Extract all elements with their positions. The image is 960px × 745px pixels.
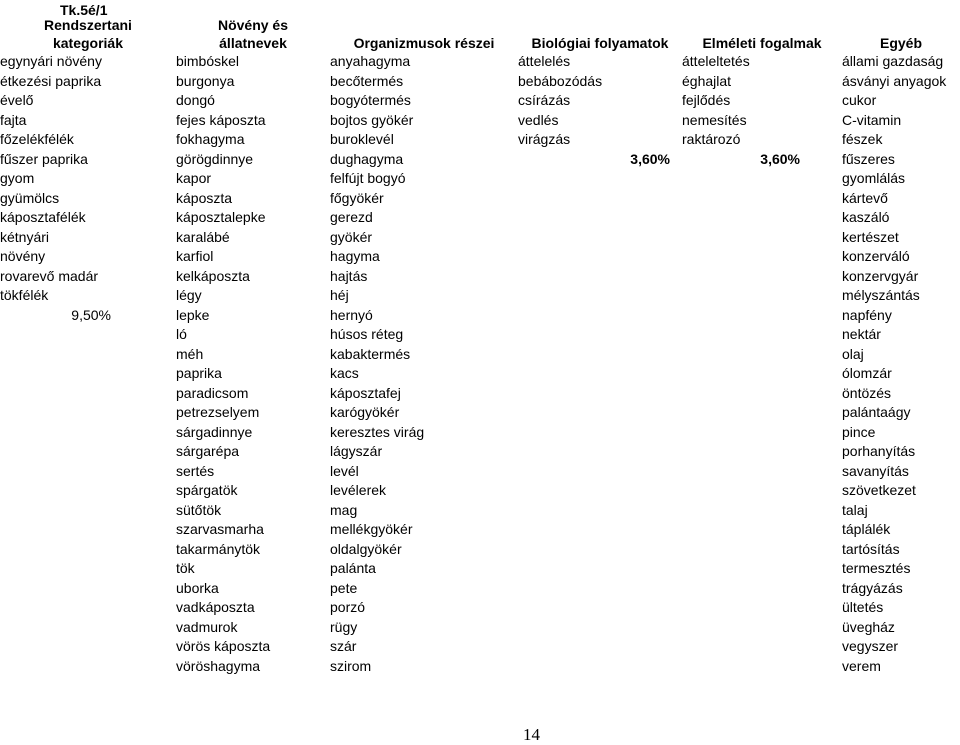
header-organism-parts: Organizmusok részei	[353, 35, 495, 51]
cell-biological-process	[518, 364, 682, 384]
cell-theoretical-concept	[682, 208, 842, 228]
cell-theoretical-concept	[682, 169, 842, 189]
cell-organism-part: hagyma	[330, 248, 380, 264]
cell-other: ültetés	[842, 599, 884, 615]
table-row	[0, 169, 960, 189]
cell-plant-animal-name: dongó	[176, 92, 215, 108]
cell-organism-part: gerezd	[330, 209, 373, 225]
table-row	[0, 325, 960, 345]
cell-organism-part: hernyó	[330, 306, 373, 323]
cell-organism-part: pete	[330, 579, 358, 596]
cell-other: fészek	[842, 131, 883, 147]
cell-theoretical-concept: nemesítés	[682, 111, 747, 128]
cell-taxonomic-category: 9,50%	[71, 306, 111, 323]
cell-theoretical-concept	[682, 442, 842, 462]
table-row	[0, 598, 960, 618]
cell-taxonomic-category: évelő	[0, 92, 34, 108]
cell-theoretical-concept	[682, 306, 842, 326]
cell-biological-process	[518, 637, 682, 657]
cell-biological-process: 3,60%	[630, 150, 670, 167]
cell-organism-part: bojtos gyökér	[330, 111, 414, 128]
cell-biological-process	[518, 657, 682, 677]
cell-biological-process	[518, 559, 682, 579]
cell-biological-process	[518, 345, 682, 365]
cell-plant-animal-name: sárgarépa	[176, 443, 240, 459]
cell-taxonomic-category	[0, 598, 176, 618]
cell-organism-part: szár	[330, 638, 357, 654]
cell-theoretical-concept	[682, 657, 842, 677]
cell-biological-process	[518, 325, 682, 345]
cell-biological-process	[518, 403, 682, 423]
cell-plant-animal-name: méh	[176, 345, 204, 362]
header-theoretical-concepts: Elméleti fogalmak	[702, 35, 822, 51]
cell-taxonomic-category	[0, 559, 176, 579]
cell-organism-part: lágyszár	[330, 443, 383, 459]
cell-taxonomic-category	[0, 345, 176, 365]
cell-plant-animal-name: karalábé	[176, 228, 230, 245]
cell-plant-animal-name: ló	[176, 326, 187, 342]
table-row	[0, 442, 960, 462]
cell-theoretical-concept	[682, 228, 842, 248]
cell-plant-animal-name: bimbóskel	[176, 53, 240, 69]
cell-theoretical-concept	[682, 384, 842, 404]
cell-biological-process	[518, 286, 682, 306]
cell-taxonomic-category	[0, 384, 176, 404]
cell-other: mélyszántás	[842, 287, 920, 303]
cell-biological-process	[518, 169, 682, 189]
cell-biological-process: vedlés	[518, 111, 559, 128]
cell-organism-part: káposztafej	[330, 384, 401, 401]
cell-theoretical-concept	[682, 598, 842, 618]
cell-plant-animal-name: uborka	[176, 579, 219, 596]
cell-plant-animal-name: vöröshagyma	[176, 657, 261, 674]
cell-biological-process	[518, 228, 682, 248]
table-row	[0, 228, 960, 248]
cell-biological-process	[518, 579, 682, 599]
cell-other: olaj	[842, 345, 864, 362]
cell-biological-process	[518, 481, 682, 501]
cell-biological-process	[518, 189, 682, 209]
table-header	[0, 17, 960, 52]
header-names-line1: Növény és	[217, 17, 289, 33]
table-row	[0, 462, 960, 482]
cell-plant-animal-name: fokhagyma	[176, 131, 245, 147]
cell-biological-process	[518, 247, 682, 267]
cell-theoretical-concept	[682, 501, 842, 521]
cell-plant-animal-name: paprika	[176, 365, 222, 381]
cell-organism-part: palánta	[330, 560, 376, 576]
table-row	[0, 247, 960, 267]
cell-other: táplálék	[842, 521, 891, 537]
cell-taxonomic-category	[0, 364, 176, 384]
cell-biological-process	[518, 462, 682, 482]
cell-biological-process	[518, 208, 682, 228]
cell-organism-part: gyökér	[330, 228, 373, 245]
cell-theoretical-concept	[682, 189, 842, 209]
cell-theoretical-concept: 3,60%	[760, 150, 800, 167]
cell-organism-part: szirom	[330, 657, 372, 674]
cell-plant-animal-name: burgonya	[176, 72, 235, 89]
cell-other: fűszeres	[842, 150, 895, 167]
cell-organism-part: oldalgyökér	[330, 540, 402, 557]
cell-biological-process	[518, 520, 682, 540]
cell-taxonomic-category	[0, 325, 176, 345]
cell-biological-process	[518, 384, 682, 404]
cell-plant-animal-name: sárgadinnye	[176, 423, 253, 440]
cell-taxonomic-category: étkezési paprika	[0, 72, 102, 89]
cell-theoretical-concept	[682, 403, 842, 423]
header-names-line2: állatnevek	[219, 35, 287, 51]
cell-other: palántaágy	[842, 404, 911, 420]
cell-taxonomic-category: fajta	[0, 111, 27, 128]
cell-theoretical-concept	[682, 540, 842, 560]
cell-taxonomic-category	[0, 501, 176, 521]
cell-plant-animal-name: káposzta	[176, 189, 233, 206]
header-biological-processes: Biológiai folyamatok	[531, 35, 669, 51]
cell-biological-process	[518, 598, 682, 618]
cell-theoretical-concept	[682, 618, 842, 638]
table-row	[0, 481, 960, 501]
table-row	[0, 618, 960, 638]
cell-theoretical-concept	[682, 247, 842, 267]
cell-theoretical-concept	[682, 286, 842, 306]
header-taxonomic-line1: Rendszertani	[44, 17, 132, 33]
cell-plant-animal-name: lepke	[176, 306, 210, 323]
cell-other: öntözés	[842, 384, 892, 401]
table-row	[0, 345, 960, 365]
cell-plant-animal-name: kelkáposzta	[176, 267, 250, 284]
cell-other: ásványi anyagok	[842, 72, 947, 89]
cell-other: konzerváló	[842, 248, 910, 264]
cell-other: verem	[842, 657, 881, 674]
table-row	[0, 189, 960, 209]
cell-taxonomic-category: tökfélék	[0, 287, 49, 303]
table-row	[0, 306, 960, 326]
cell-other: cukor	[842, 92, 877, 108]
cell-biological-process: csírázás	[518, 92, 571, 108]
table-row	[0, 657, 960, 677]
cell-organism-part: bogyótermés	[330, 92, 411, 108]
cell-taxonomic-category	[0, 618, 176, 638]
cell-organism-part: karógyökér	[330, 404, 400, 420]
cell-plant-animal-name: sütőtök	[176, 501, 222, 518]
cell-biological-process: virágzás	[518, 131, 571, 147]
cell-theoretical-concept	[682, 423, 842, 443]
cell-theoretical-concept: raktározó	[682, 131, 741, 147]
cell-plant-animal-name: kapor	[176, 170, 212, 186]
cell-biological-process	[518, 501, 682, 521]
cell-other: kaszáló	[842, 209, 890, 225]
cell-plant-animal-name: fejes káposzta	[176, 111, 266, 128]
table-row	[0, 637, 960, 657]
table-row	[0, 111, 960, 131]
cell-taxonomic-category	[0, 442, 176, 462]
cell-organism-part: főgyökér	[330, 189, 384, 206]
cell-organism-part: hajtás	[330, 267, 368, 284]
cell-organism-part: becőtermés	[330, 72, 404, 89]
cell-theoretical-concept	[682, 364, 842, 384]
cell-other: savanyítás	[842, 462, 909, 479]
table-row	[0, 384, 960, 404]
cell-organism-part: buroklevél	[330, 131, 394, 147]
cell-taxonomic-category: egynyári növény	[0, 53, 102, 69]
cell-taxonomic-category: növény	[0, 248, 46, 264]
cell-theoretical-concept	[682, 267, 842, 287]
cell-biological-process	[518, 423, 682, 443]
cell-theoretical-concept: átteleltetés	[682, 53, 750, 69]
cell-biological-process	[518, 442, 682, 462]
cell-plant-animal-name: tök	[176, 560, 195, 576]
cell-organism-part: kabaktermés	[330, 345, 411, 362]
cell-biological-process	[518, 618, 682, 638]
cell-biological-process	[518, 540, 682, 560]
sheet-label: Tk.5é/1	[60, 2, 108, 18]
cell-taxonomic-category	[0, 403, 176, 423]
cell-other: C-vitamin	[842, 111, 902, 128]
cell-theoretical-concept	[682, 325, 842, 345]
table-row	[0, 150, 960, 170]
header-other: Egyéb	[879, 35, 922, 51]
cell-taxonomic-category	[0, 657, 176, 677]
cell-taxonomic-category: kétnyári	[0, 228, 50, 245]
cell-organism-part: felfújt bogyó	[330, 170, 406, 186]
cell-plant-animal-name: vörös káposzta	[176, 638, 271, 654]
cell-organism-part: levél	[330, 462, 359, 479]
cell-taxonomic-category: rovarevő madár	[0, 267, 99, 284]
cell-organism-part: rügy	[330, 618, 358, 635]
cell-taxonomic-category	[0, 520, 176, 540]
cell-other: szövetkezet	[842, 482, 916, 498]
cell-organism-part: keresztes virág	[330, 423, 425, 440]
table-row	[0, 52, 960, 72]
table-row	[0, 208, 960, 228]
cell-taxonomic-category: gyümölcs	[0, 189, 60, 206]
cell-theoretical-concept	[682, 559, 842, 579]
table-row	[0, 91, 960, 111]
cell-taxonomic-category: fűszer paprika	[0, 150, 88, 167]
cell-other: kertészet	[842, 228, 899, 245]
cell-organism-part: levélerek	[330, 482, 387, 498]
cell-other: termesztés	[842, 560, 911, 576]
cell-plant-animal-name: petrezselyem	[176, 404, 260, 420]
cell-taxonomic-category	[0, 637, 176, 657]
cell-organism-part: húsos réteg	[330, 326, 404, 342]
cell-plant-animal-name: szarvasmarha	[176, 521, 264, 537]
cell-plant-animal-name: légy	[176, 287, 202, 303]
cell-theoretical-concept: fejlődés	[682, 92, 731, 108]
cell-plant-animal-name: spárgatök	[176, 482, 238, 498]
cell-other: nektár	[842, 326, 881, 342]
table-row	[0, 501, 960, 521]
table-row	[0, 540, 960, 560]
cell-other: talaj	[842, 501, 868, 518]
cell-biological-process	[518, 306, 682, 326]
cell-plant-animal-name: paradicsom	[176, 384, 249, 401]
cell-other: ólomzár	[842, 365, 892, 381]
cell-biological-process: áttelelés	[518, 53, 571, 69]
cell-organism-part: porzó	[330, 599, 366, 615]
cell-taxonomic-category	[0, 481, 176, 501]
cell-plant-animal-name: takarmánytök	[176, 540, 261, 557]
cell-theoretical-concept	[682, 579, 842, 599]
cell-theoretical-concept	[682, 637, 842, 657]
cell-taxonomic-category	[0, 579, 176, 599]
table-body	[0, 52, 960, 676]
table-row	[0, 286, 960, 306]
table-row	[0, 364, 960, 384]
cell-organism-part: héj	[330, 287, 349, 303]
table-row	[0, 403, 960, 423]
cell-other: gyomlálás	[842, 170, 906, 186]
cell-other: állami gazdaság	[842, 53, 944, 69]
cell-plant-animal-name: karfiol	[176, 248, 214, 264]
cell-theoretical-concept	[682, 462, 842, 482]
cell-plant-animal-name: görögdinnye	[176, 150, 254, 167]
table-row	[0, 267, 960, 287]
cell-organism-part: anyahagyma	[330, 53, 411, 69]
cell-biological-process: bebábozódás	[518, 72, 603, 89]
cell-organism-part: mellékgyökér	[330, 521, 413, 537]
cell-other: pince	[842, 423, 876, 440]
cell-theoretical-concept: éghajlat	[682, 72, 732, 89]
cell-other: kártevő	[842, 189, 888, 206]
cell-plant-animal-name: vadkáposzta	[176, 599, 255, 615]
cell-taxonomic-category: gyom	[0, 170, 35, 186]
cell-biological-process	[518, 267, 682, 287]
cell-other: vegyszer	[842, 638, 899, 654]
cell-theoretical-concept	[682, 481, 842, 501]
cell-other: tartósítás	[842, 540, 900, 557]
cell-taxonomic-category: főzelékfélék	[0, 131, 74, 147]
cell-taxonomic-category: káposztafélék	[0, 209, 86, 225]
cell-plant-animal-name: sertés	[176, 462, 215, 479]
cell-organism-part: kacs	[330, 365, 359, 381]
cell-theoretical-concept	[682, 345, 842, 365]
cell-theoretical-concept	[682, 520, 842, 540]
cell-organism-part: dughagyma	[330, 150, 404, 167]
table-row	[0, 559, 960, 579]
cell-plant-animal-name: káposztalepke	[176, 209, 266, 225]
header-taxonomic-line2: kategoriák	[52, 35, 124, 51]
cell-plant-animal-name: vadmurok	[176, 618, 238, 635]
table-row	[0, 579, 960, 599]
cell-organism-part: mag	[330, 501, 358, 518]
page-number: 14	[523, 725, 540, 744]
cell-other: üvegház	[842, 618, 895, 635]
cell-other: trágyázás	[842, 579, 903, 596]
cell-taxonomic-category	[0, 462, 176, 482]
cell-other: konzervgyár	[842, 267, 919, 284]
cell-other: napfény	[842, 306, 892, 323]
word-list-table	[0, 17, 960, 676]
cell-other: porhanyítás	[842, 443, 916, 459]
table-row	[0, 423, 960, 443]
table-row	[0, 520, 960, 540]
table-row	[0, 72, 960, 92]
table-row	[0, 130, 960, 150]
cell-taxonomic-category	[0, 540, 176, 560]
cell-taxonomic-category	[0, 423, 176, 443]
